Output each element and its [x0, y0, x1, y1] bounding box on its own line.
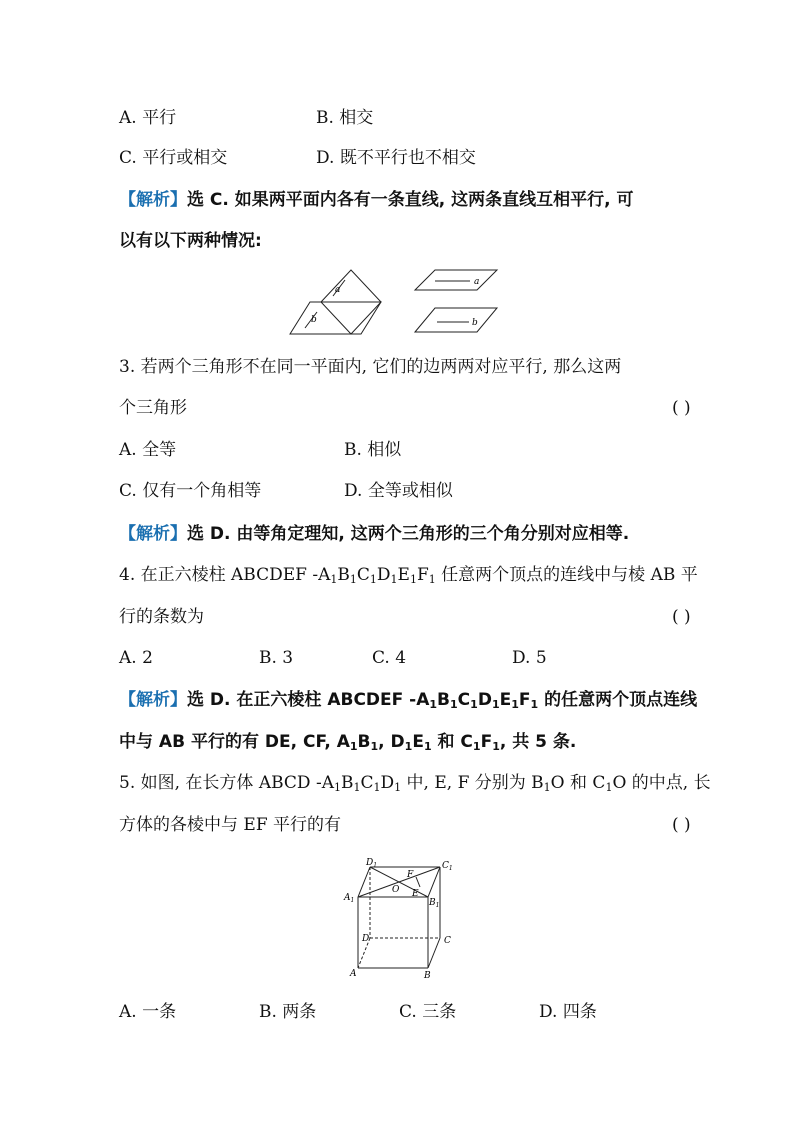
q4-analysis-line2: 中与 AB 平行的有 DE, CF, $A_1B_1$, $D_1E_1$ 和 $C_1F_1$, 共 5 条. [119, 732, 577, 753]
cuboid-figure [340, 855, 465, 980]
label-b: b [311, 315, 317, 325]
label-b: b [472, 318, 478, 328]
vertex-a1: $A_1$ [344, 893, 355, 904]
q5-option-b: B. 两条 [259, 1002, 317, 1022]
q3-option-d: D. 全等或相似 [344, 481, 453, 501]
q3-option-c: C. 仅有一个角相等 [119, 481, 262, 501]
label-a: a [474, 277, 480, 287]
q3-stem-line2: 个三角形 [119, 398, 187, 418]
q3-stem-line1: 3. 若两个三角形不在同一平面内, 它们的边两两对应平行, 那么这两 [119, 357, 622, 377]
q4-analysis-line1: 【解析】选 D. 在正六棱柱 ABCDEF $-A_1B_1C_1D_1E_1F_1$ 的任意两个顶点连线 [119, 690, 698, 711]
q2-analysis-line1: 【解析】选 C. 如果两平面内各有一条直线, 这两条直线互相平行, 可 [119, 190, 634, 210]
q5-option-d: D. 四条 [539, 1002, 597, 1022]
point-o: O [392, 885, 400, 895]
q5-stem-line2: 方体的各棱中与 EF 平行的有 [119, 815, 342, 835]
q3-option-a: A. 全等 [119, 440, 177, 460]
label-a: a [335, 285, 341, 295]
q4-option-d: D. 5 [512, 648, 547, 668]
vertex-c: C [444, 936, 451, 946]
point-f: F [407, 870, 414, 880]
q2-option-d: D. 既不平行也不相交 [316, 148, 476, 168]
q2-option-b: B. 相交 [316, 108, 374, 128]
vertex-d1: $D_1$ [366, 858, 378, 869]
q3-answer-paren: ( ) [672, 398, 691, 418]
q5-option-a: A. 一条 [119, 1002, 177, 1022]
q2-analysis-line2: 以有以下两种情况: [119, 231, 262, 251]
q4-option-b: B. 3 [259, 648, 294, 668]
planes-figure [285, 268, 505, 338]
vertex-b1: $B_1$ [429, 898, 440, 909]
q3-option-b: B. 相似 [344, 440, 402, 460]
q4-answer-paren: ( ) [672, 607, 691, 627]
q3-analysis: 【解析】选 D. 由等角定理知, 这两个三角形的三个角分别对应相等. [119, 524, 630, 544]
vertex-a: A [350, 969, 357, 979]
q4-stem-line1: 4. 在正六棱柱 ABCDEF $-A_1B_1C_1D_1E_1F_1$ 任意两个顶点的连线中与棱 AB 平 [119, 565, 698, 586]
vertex-d: D [362, 934, 370, 944]
vertex-c1: $C_1$ [442, 861, 453, 872]
q4-option-c: C. 4 [372, 648, 407, 668]
q4-stem-line2: 行的条数为 [119, 607, 204, 627]
analysis-tag: 【解析】 [119, 190, 187, 210]
vertex-b: B [424, 971, 431, 980]
q5-stem-line1: 5. 如图, 在长方体 ABCD $-A_1B_1C_1D_1$ 中, E, F 分别为 $B_1O$ 和 $C_1O$ 的中点, 长 [119, 773, 711, 794]
q5-answer-paren: ( ) [672, 815, 691, 835]
q4-option-a: A. 2 [119, 648, 153, 668]
point-e: E [412, 889, 419, 899]
q2-option-a: A. 平行 [119, 108, 177, 128]
q2-option-c: C. 平行或相交 [119, 148, 228, 168]
q5-option-c: C. 三条 [399, 1002, 457, 1022]
